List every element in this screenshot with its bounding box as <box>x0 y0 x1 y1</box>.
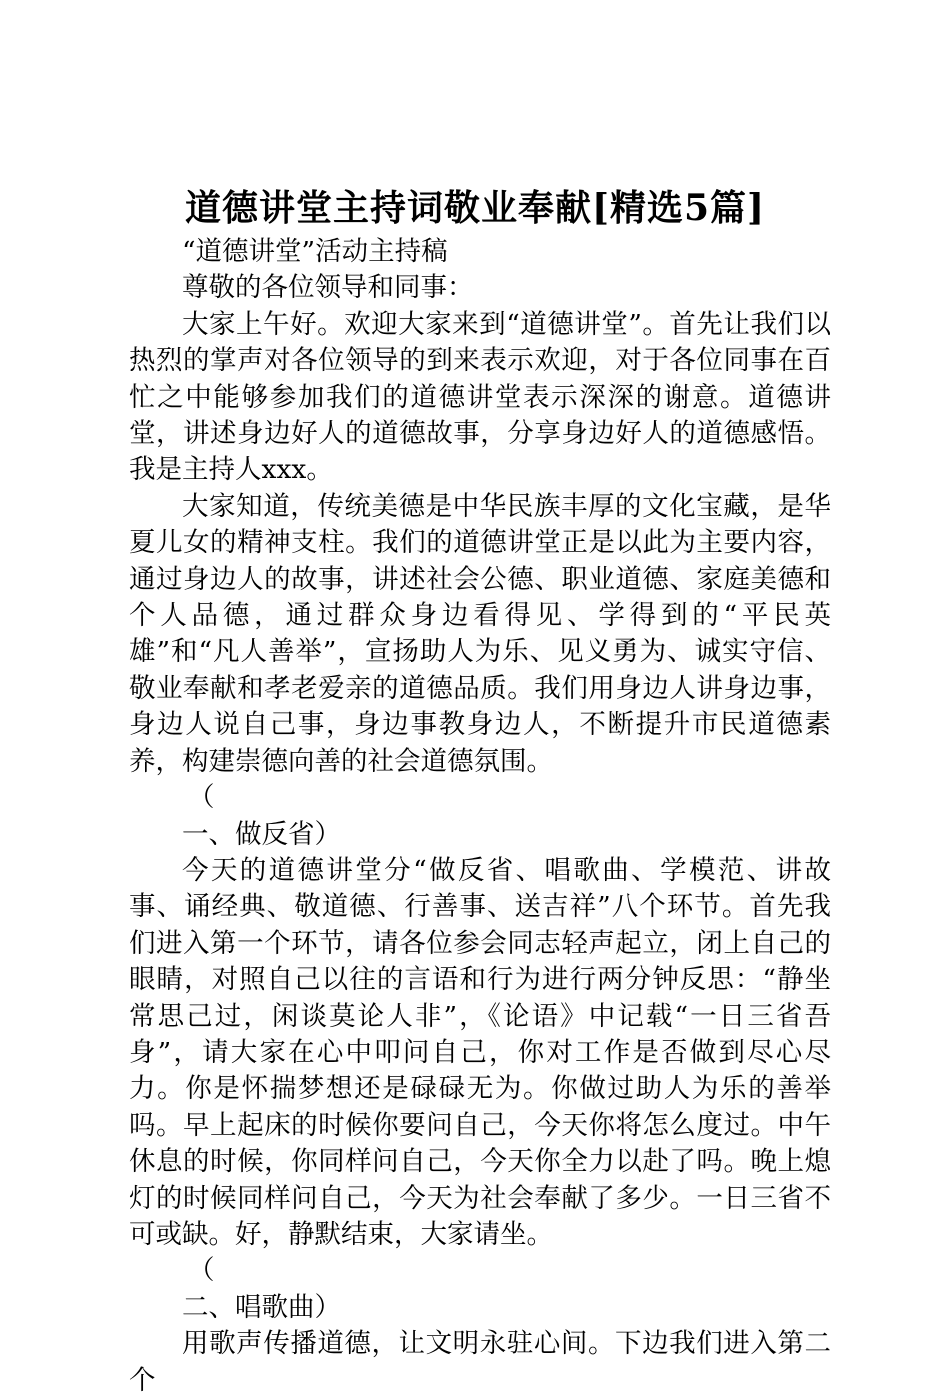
section-heading: 一、做反省） <box>182 818 341 850</box>
paragraph: （ <box>188 782 215 814</box>
document-body <box>129 234 831 1399</box>
paragraph: 大家上午好。欢迎大家来到“道德讲堂”。首先让我们以热烈的掌声对各位领导的到来表示欢迎，对于各位同事在百忙之中能够参加我们的道德讲堂表示深深的谢意。道德讲堂，讲述身边好人的道德故事，分享身边好人的道德感悟。我是主持人xxx。 <box>129 308 831 486</box>
document-title: 道德讲堂主持词敬业奉献[精选5篇] <box>184 187 766 229</box>
paragraph: 大家知道，传统美德是中华民族丰厚的文化宝藏，是华夏儿女的精神支柱。我们的道德讲堂正是以此为主要内容，通过身边人的故事，讲述社会公德、职业道德、家庭美德和个人品德，通过群众身边看得见、学得到的“平民英雄”和“凡人善举”，宣扬助人为乐、见义勇为、诚实守信、敬业奉献和孝老爱亲的道德品质。我们用身边人讲身边事，身边人说自己事，身边事教身边人，不断提升市民道德素养，构建崇德向善的社会道德氛围。 <box>129 490 831 777</box>
section-heading: 二、唱歌曲） <box>182 1291 341 1323</box>
paragraph: 用歌声传播道德，让文明永驻心间。下边我们进入第二个 <box>129 1328 831 1396</box>
paragraph: “道德讲堂”活动主持稿 <box>182 236 448 267</box>
paragraph: （ <box>188 1255 215 1287</box>
paragraph: 尊敬的各位领导和同事： <box>182 272 474 304</box>
paragraph: 今天的道德讲堂分“做反省、唱歌曲、学模范、讲故事、诵经典、敬道德、行善事、送吉祥”八个环节。首先我们进入第一个环节，请各位参会同志轻声起立，闭上自己的眼睛，对照自己以往的言语和行为进行两分钟反思：“静坐常思己过，闲谈莫论人非”，《论语》中记载“一日三省吾身”，请大家在心中叩问自己，你对工作是否做到尽心尽力。你是怀揣梦想还是碌碌无为。你做过助人为乐的善举吗。早上起床的时候你要问自己，今天你将怎么度过。中午休息的时候，你同样问自己，今天你全力以赴了吗。晚上熄灯的时候同样问自己，今天为社会奉献了多少。一日三省不可或缺。好，静默结束，大家请坐。 <box>129 854 831 1250</box>
